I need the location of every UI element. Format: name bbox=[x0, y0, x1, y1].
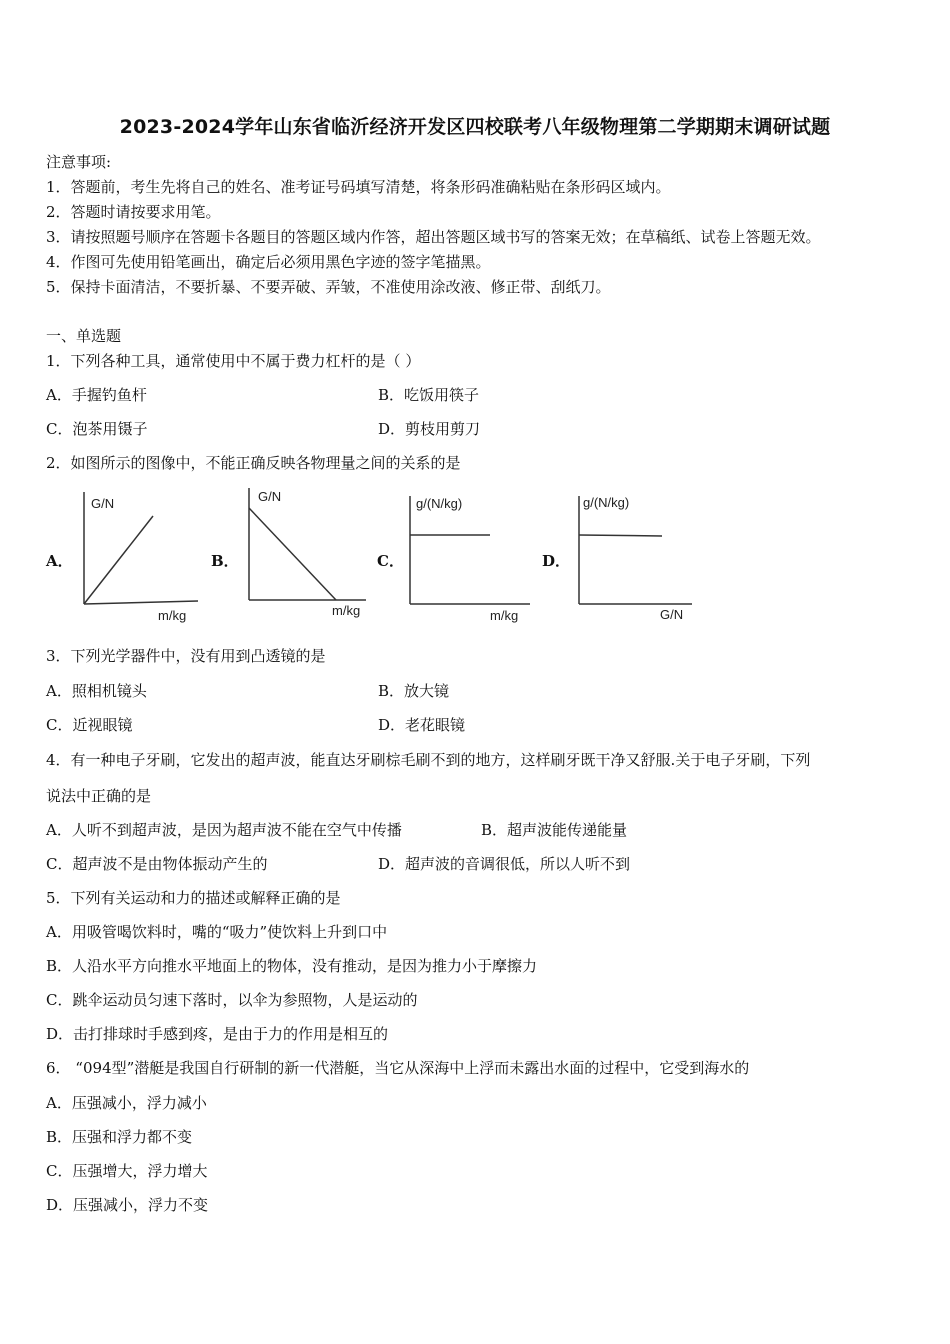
q2-graph-label-d: D． bbox=[542, 552, 571, 570]
q4-option-b: B．超声波能传递能量 bbox=[481, 821, 628, 839]
decreasing-line bbox=[249, 508, 336, 600]
q5-option-d: D．击打排球时手感到疼，是由于力的作用是相互的 bbox=[46, 1025, 389, 1043]
q5-stem: 5．下列有关运动和力的描述或解释正确的是 bbox=[46, 889, 341, 907]
x-axis bbox=[84, 601, 198, 604]
constant-line bbox=[579, 535, 662, 536]
q4-stem: 4．有一种电子牙刷，它发出的超声波，能直达牙刷棕毛刷不到的地方，这样刷牙既干净又舒服.关于电子牙刷，下列 bbox=[46, 751, 811, 769]
notes-heading: 注意事项: bbox=[46, 153, 112, 171]
q4-option-d: D．超声波的音调很低，所以人听不到 bbox=[378, 855, 631, 873]
x-axis-label: m/kg bbox=[490, 608, 519, 623]
q5-option-b: B．人沿水平方向推水平地面上的物体，没有推动，是因为推力小于摩擦力 bbox=[46, 957, 538, 975]
q4-stem-cont: 说法中正确的是 bbox=[46, 787, 152, 805]
q1-option-d: D．剪枝用剪刀 bbox=[378, 420, 481, 438]
page-title: 2023-2024学年山东省临沂经济开发区四校联考八年级物理第二学期期末调研试题 bbox=[119, 116, 831, 138]
section-heading: 一、单选题 bbox=[46, 327, 122, 345]
q6-option-c: C．压强增大，浮力增大 bbox=[46, 1162, 208, 1180]
q2-graph-a bbox=[70, 488, 200, 628]
notes-item: 4．作图可先使用铅笔画出，确定后必须用黑色字迹的签字笔描黑。 bbox=[46, 253, 491, 271]
q1-option-a: A．手握钓鱼杆 bbox=[46, 386, 147, 404]
q6-option-a: A．压强减小，浮力减小 bbox=[46, 1094, 207, 1112]
q1-option-b: B．吃饭用筷子 bbox=[378, 386, 480, 404]
y-axis-label: G/N bbox=[258, 489, 282, 504]
y-axis-label: g/(N/kg) bbox=[416, 496, 463, 511]
q3-option-a: A．照相机镜头 bbox=[46, 682, 147, 700]
q2-stem: 2．如图所示的图像中，不能正确反映各物理量之间的关系的是 bbox=[46, 454, 461, 472]
q2-graph-label-c: C． bbox=[377, 552, 404, 570]
q2-graph-b bbox=[236, 484, 376, 624]
x-axis-label: m/kg bbox=[158, 608, 187, 623]
q5-option-a: A．用吸管喝饮料时，嘴的“吸力”使饮料上升到口中 bbox=[46, 923, 388, 941]
q3-option-d: D．老花眼镜 bbox=[378, 716, 466, 734]
q5-option-c: C．跳伞运动员匀速下落时，以伞为参照物，人是运动的 bbox=[46, 991, 418, 1009]
q4-option-a: A．人听不到超声波，是因为超声波不能在空气中传播 bbox=[46, 821, 402, 839]
q3-option-c: C．近视眼镜 bbox=[46, 716, 133, 734]
notes-item: 3．请按照题号顺序在答题卡各题目的答题区域内作答，超出答题区域书写的答案无效；在草稿纸、试卷上答题无效。 bbox=[46, 228, 821, 246]
q4-option-c: C．超声波不是由物体振动产生的 bbox=[46, 855, 268, 873]
q1-option-c: C．泡茶用镊子 bbox=[46, 420, 148, 438]
q2-graph-d bbox=[568, 488, 698, 628]
x-axis-label: m/kg bbox=[332, 603, 361, 618]
q3-stem: 3．下列光学器件中，没有用到凸透镜的是 bbox=[46, 647, 326, 665]
q1-stem: 1．下列各种工具，通常使用中不属于费力杠杆的是（ ） bbox=[46, 352, 421, 370]
notes-item: 1．答题前，考生先将自己的姓名、准考证号码填写清楚，将条形码准确粘贴在条形码区域内。 bbox=[46, 178, 671, 196]
notes-item: 5．保持卡面清洁，不要折暴、不要弄破、弄皱，不准使用涂改液、修正带、刮纸刀。 bbox=[46, 278, 611, 296]
x-axis-label: G/N bbox=[660, 607, 684, 622]
notes-item: 2．答题时请按要求用笔。 bbox=[46, 203, 221, 221]
q6-stem: 6． “094型”潜艇是我国自行研制的新一代潜艇，当它从深海中上浮而未露出水面的过程中，它受到海水的 bbox=[46, 1059, 750, 1077]
q6-option-b: B．压强和浮力都不变 bbox=[46, 1128, 193, 1146]
q3-option-b: B．放大镜 bbox=[378, 682, 450, 700]
q6-option-d: D．压强减小，浮力不变 bbox=[46, 1196, 209, 1214]
y-axis-label: G/N bbox=[91, 496, 115, 511]
y-axis-label: g/(N/kg) bbox=[583, 495, 630, 510]
q2-graph-label-b: B． bbox=[211, 552, 239, 570]
q2-graph-c bbox=[400, 488, 540, 628]
q2-graph-label-a: A． bbox=[46, 552, 73, 570]
increasing-line bbox=[84, 516, 153, 604]
